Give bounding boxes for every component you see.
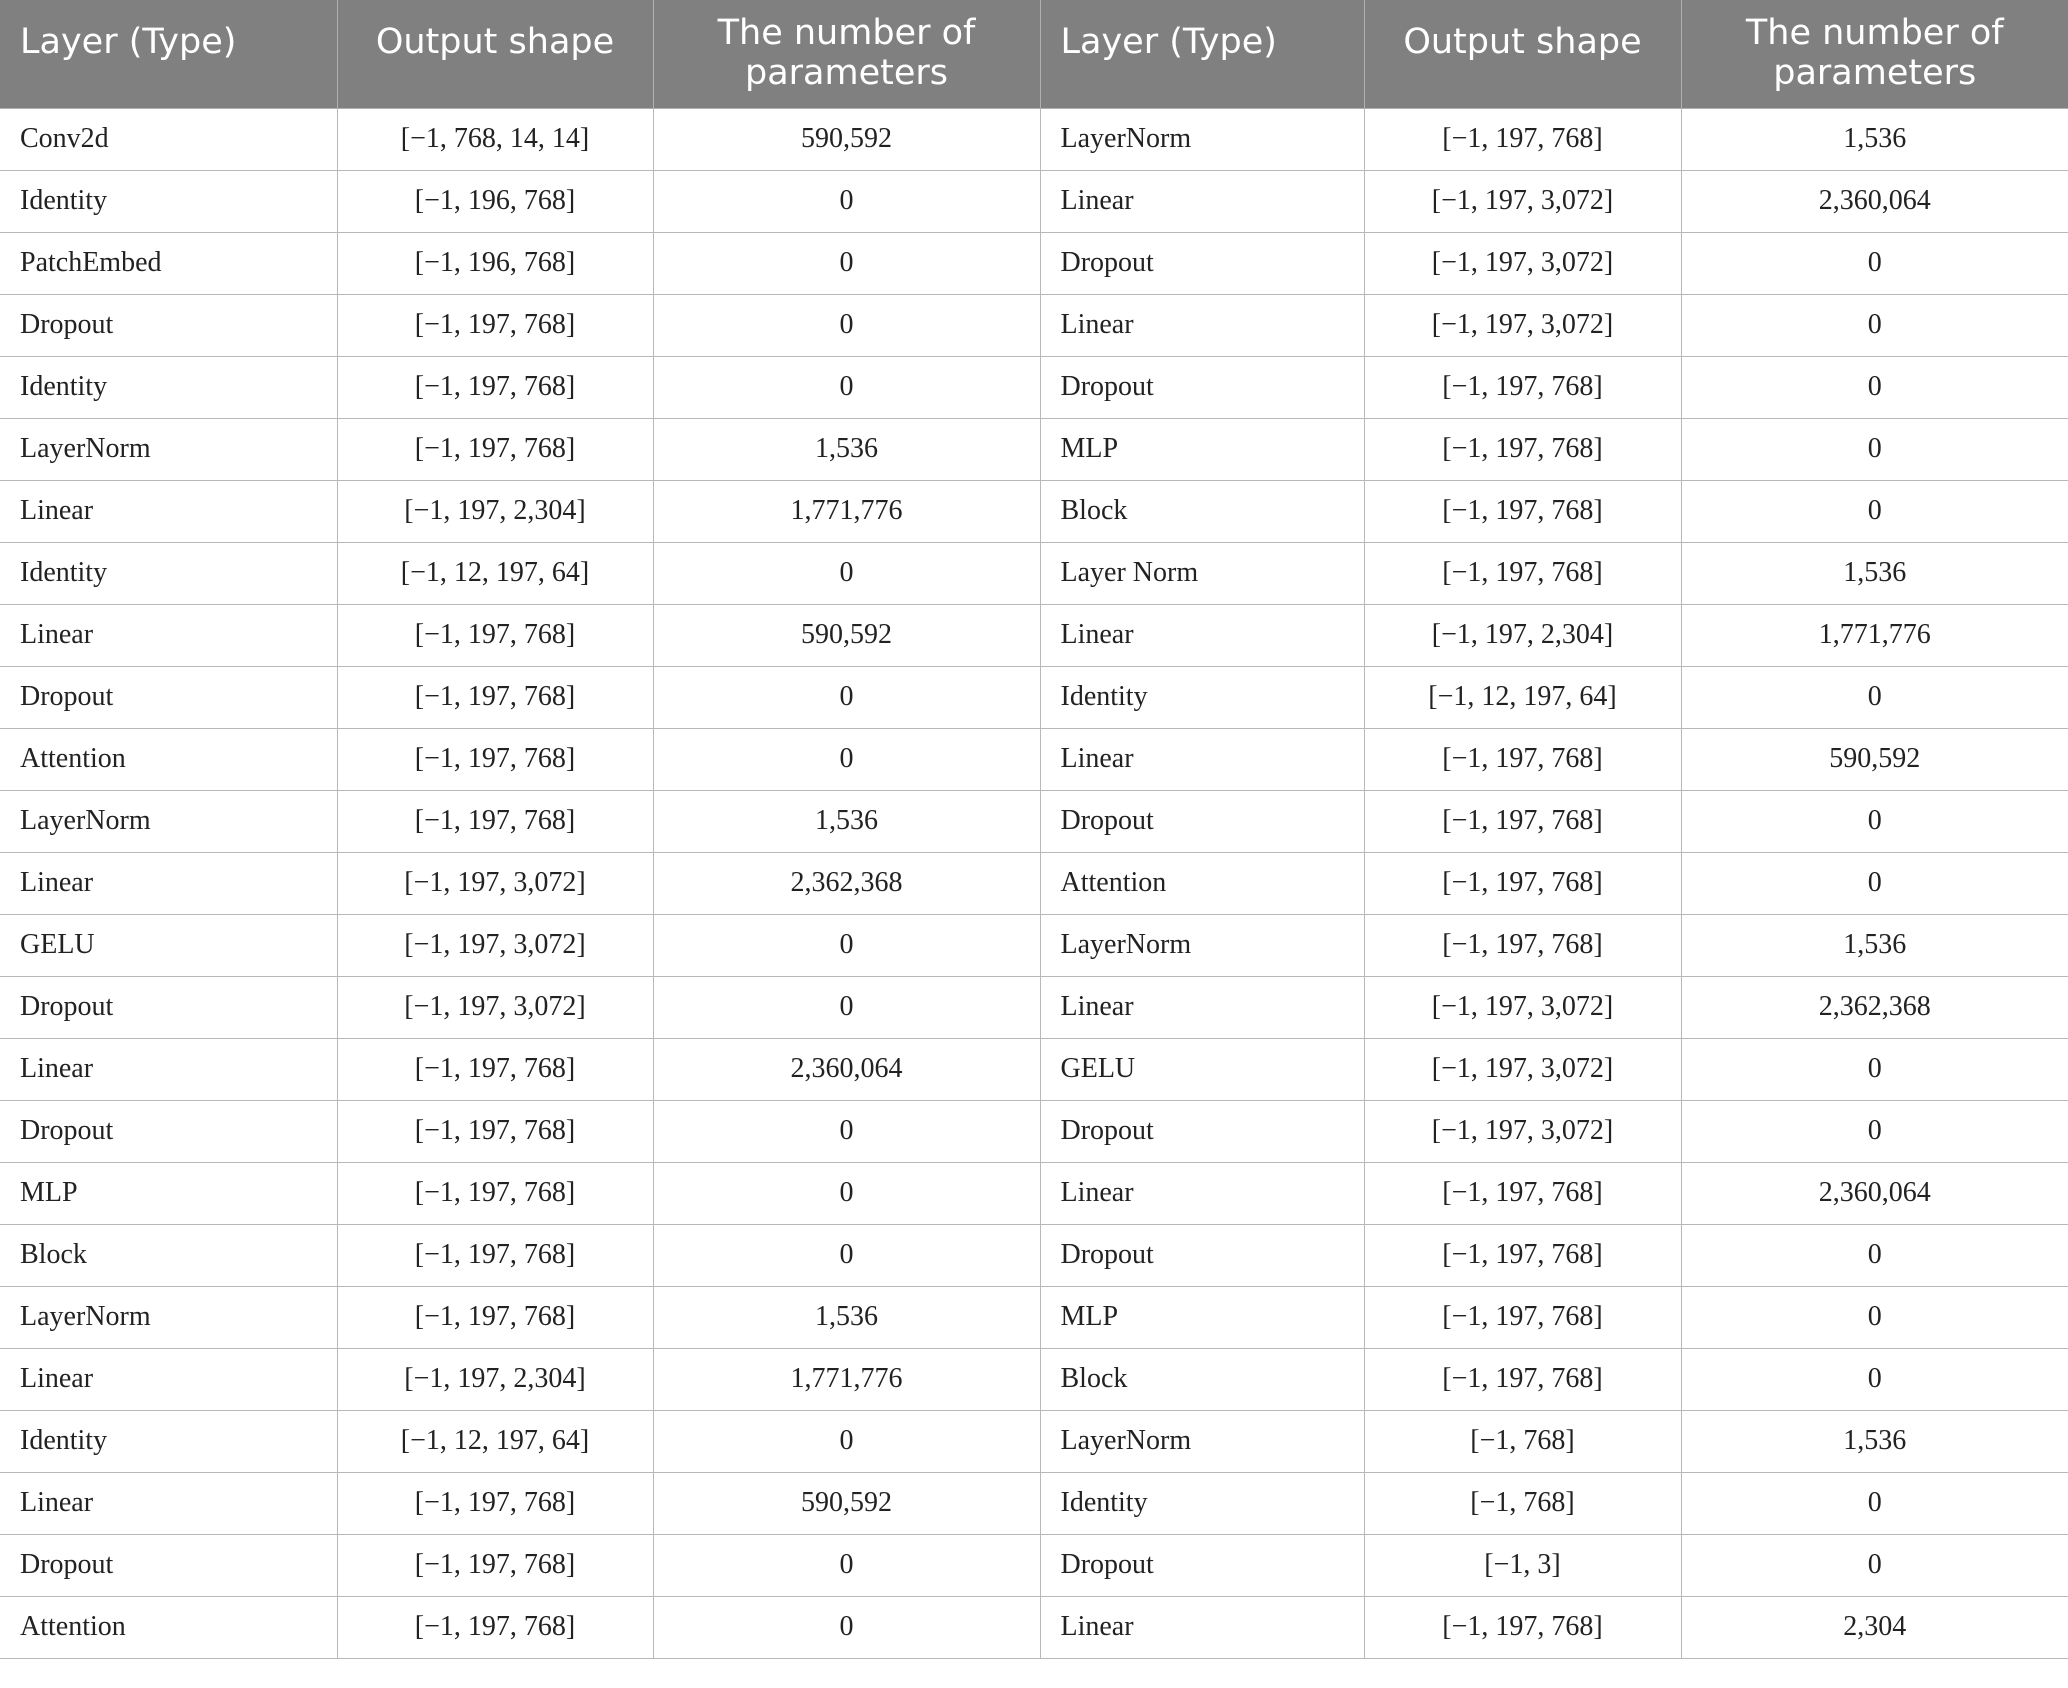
cell-output-shape: [−1, 197, 768] xyxy=(337,1472,653,1534)
cell-output-shape: [−1, 197, 768] xyxy=(337,1534,653,1596)
cell-layer-type: MLP xyxy=(1040,418,1364,480)
cell-output-shape: [−1, 197, 768] xyxy=(1364,1348,1681,1410)
cell-output-shape: [−1, 197, 768] xyxy=(337,604,653,666)
header-layer-type: Layer (Type) xyxy=(0,0,337,108)
cell-layer-type: GELU xyxy=(1040,1038,1364,1100)
table-row xyxy=(0,170,2068,232)
cell-layer-type: LayerNorm xyxy=(1040,108,1364,170)
cell-layer-type: Conv2d xyxy=(0,108,337,170)
cell-layer-type: Linear xyxy=(1040,1162,1364,1224)
cell-parameter-count: 0 xyxy=(653,232,1040,294)
cell-parameter-count: 0 xyxy=(653,170,1040,232)
cell-output-shape: [−1, 197, 768] xyxy=(337,728,653,790)
cell-layer-type: Layer Norm xyxy=(1040,542,1364,604)
cell-layer-type: Dropout xyxy=(1040,1534,1364,1596)
cell-output-shape: [−1, 197, 3,072] xyxy=(1364,1100,1681,1162)
cell-parameter-count: 0 xyxy=(653,1534,1040,1596)
cell-output-shape: [−1, 197, 2,304] xyxy=(337,1348,653,1410)
cell-parameter-count: 590,592 xyxy=(653,604,1040,666)
cell-parameter-count: 1,536 xyxy=(1681,914,2068,976)
cell-parameter-count: 0 xyxy=(653,1410,1040,1472)
table-row xyxy=(0,480,2068,542)
cell-output-shape: [−1, 197, 768] xyxy=(1364,356,1681,418)
cell-parameter-count: 2,360,064 xyxy=(1681,170,2068,232)
table-row xyxy=(0,232,2068,294)
cell-layer-type: Linear xyxy=(1040,728,1364,790)
cell-output-shape: [−1, 197, 3,072] xyxy=(1364,232,1681,294)
cell-parameter-count: 1,536 xyxy=(653,1286,1040,1348)
cell-parameter-count: 0 xyxy=(653,356,1040,418)
cell-output-shape: [−1, 197, 768] xyxy=(1364,852,1681,914)
table-row xyxy=(0,356,2068,418)
cell-parameter-count: 1,771,776 xyxy=(1681,604,2068,666)
cell-output-shape: [−1, 197, 768] xyxy=(1364,790,1681,852)
cell-layer-type: Linear xyxy=(1040,604,1364,666)
cell-parameter-count: 1,771,776 xyxy=(653,480,1040,542)
cell-output-shape: [−1, 197, 768] xyxy=(1364,480,1681,542)
table-row xyxy=(0,1224,2068,1286)
cell-output-shape: [−1, 197, 768] xyxy=(337,1038,653,1100)
cell-layer-type: Linear xyxy=(0,480,337,542)
cell-parameter-count: 1,536 xyxy=(1681,542,2068,604)
cell-layer-type: Linear xyxy=(0,1348,337,1410)
cell-layer-type: Dropout xyxy=(1040,790,1364,852)
cell-output-shape: [−1, 196, 768] xyxy=(337,170,653,232)
table-row xyxy=(0,1286,2068,1348)
cell-output-shape: [−1, 197, 3,072] xyxy=(1364,1038,1681,1100)
table-row xyxy=(0,1472,2068,1534)
table-row xyxy=(0,1534,2068,1596)
cell-layer-type: PatchEmbed xyxy=(0,232,337,294)
table-row xyxy=(0,542,2068,604)
header-row xyxy=(0,0,2068,108)
cell-layer-type: Linear xyxy=(1040,1596,1364,1658)
cell-layer-type: LayerNorm xyxy=(0,1286,337,1348)
cell-output-shape: [−1, 197, 768] xyxy=(337,1162,653,1224)
cell-parameter-count: 0 xyxy=(1681,852,2068,914)
cell-parameter-count: 0 xyxy=(1681,666,2068,728)
cell-layer-type: Linear xyxy=(0,1038,337,1100)
cell-parameter-count: 590,592 xyxy=(653,108,1040,170)
table-row xyxy=(0,294,2068,356)
cell-output-shape: [−1, 768] xyxy=(1364,1472,1681,1534)
cell-output-shape: [−1, 197, 768] xyxy=(1364,108,1681,170)
cell-output-shape: [−1, 3] xyxy=(1364,1534,1681,1596)
cell-parameter-count: 0 xyxy=(1681,1286,2068,1348)
header-number-of-parameters: The number of parameters xyxy=(653,0,1040,108)
cell-output-shape: [−1, 197, 768] xyxy=(1364,1162,1681,1224)
cell-layer-type: Identity xyxy=(1040,1472,1364,1534)
cell-output-shape: [−1, 197, 768] xyxy=(337,356,653,418)
cell-parameter-count: 0 xyxy=(1681,480,2068,542)
cell-parameter-count: 0 xyxy=(1681,790,2068,852)
cell-layer-type: Dropout xyxy=(0,976,337,1038)
cell-output-shape: [−1, 768] xyxy=(1364,1410,1681,1472)
cell-output-shape: [−1, 197, 768] xyxy=(337,418,653,480)
cell-parameter-count: 1,536 xyxy=(653,790,1040,852)
table-row xyxy=(0,1596,2068,1658)
table-row xyxy=(0,604,2068,666)
cell-layer-type: Attention xyxy=(0,728,337,790)
cell-layer-type: MLP xyxy=(1040,1286,1364,1348)
cell-layer-type: Dropout xyxy=(1040,356,1364,418)
cell-parameter-count: 0 xyxy=(1681,1224,2068,1286)
cell-output-shape: [−1, 197, 2,304] xyxy=(337,480,653,542)
cell-parameter-count: 0 xyxy=(653,294,1040,356)
table-header xyxy=(0,0,2068,108)
cell-layer-type: Linear xyxy=(0,1472,337,1534)
table-row xyxy=(0,1348,2068,1410)
cell-parameter-count: 0 xyxy=(653,542,1040,604)
cell-parameter-count: 1,536 xyxy=(1681,108,2068,170)
cell-parameter-count: 0 xyxy=(1681,1038,2068,1100)
cell-layer-type: LayerNorm xyxy=(0,418,337,480)
cell-output-shape: [−1, 197, 768] xyxy=(337,790,653,852)
cell-output-shape: [−1, 197, 768] xyxy=(1364,542,1681,604)
cell-layer-type: Dropout xyxy=(0,1100,337,1162)
cell-layer-type: LayerNorm xyxy=(1040,914,1364,976)
cell-parameter-count: 590,592 xyxy=(653,1472,1040,1534)
cell-layer-type: Dropout xyxy=(0,294,337,356)
cell-parameter-count: 0 xyxy=(1681,418,2068,480)
cell-parameter-count: 2,304 xyxy=(1681,1596,2068,1658)
cell-parameter-count: 2,362,368 xyxy=(1681,976,2068,1038)
table-row xyxy=(0,418,2068,480)
cell-layer-type: Dropout xyxy=(0,666,337,728)
cell-output-shape: [−1, 197, 2,304] xyxy=(1364,604,1681,666)
header-output-shape: Output shape xyxy=(1364,0,1681,108)
cell-output-shape: [−1, 768, 14, 14] xyxy=(337,108,653,170)
cell-layer-type: Block xyxy=(1040,480,1364,542)
cell-parameter-count: 0 xyxy=(1681,1534,2068,1596)
cell-output-shape: [−1, 197, 3,072] xyxy=(1364,170,1681,232)
header-number-of-parameters: The number of parameters xyxy=(1681,0,2068,108)
table-body xyxy=(0,108,2068,1658)
cell-layer-type: Linear xyxy=(1040,170,1364,232)
cell-layer-type: Dropout xyxy=(1040,232,1364,294)
cell-parameter-count: 0 xyxy=(1681,232,2068,294)
cell-output-shape: [−1, 12, 197, 64] xyxy=(1364,666,1681,728)
cell-parameter-count: 0 xyxy=(1681,356,2068,418)
table-row xyxy=(0,666,2068,728)
cell-output-shape: [−1, 197, 768] xyxy=(337,294,653,356)
cell-parameter-count: 0 xyxy=(653,914,1040,976)
cell-parameter-count: 1,771,776 xyxy=(653,1348,1040,1410)
cell-output-shape: [−1, 197, 768] xyxy=(1364,418,1681,480)
cell-output-shape: [−1, 197, 768] xyxy=(1364,728,1681,790)
cell-parameter-count: 0 xyxy=(653,1224,1040,1286)
cell-output-shape: [−1, 197, 3,072] xyxy=(337,976,653,1038)
cell-layer-type: Linear xyxy=(0,604,337,666)
cell-layer-type: Identity xyxy=(0,356,337,418)
cell-layer-type: Identity xyxy=(0,170,337,232)
table-row xyxy=(0,852,2068,914)
cell-layer-type: Attention xyxy=(1040,852,1364,914)
table-row xyxy=(0,976,2068,1038)
cell-output-shape: [−1, 196, 768] xyxy=(337,232,653,294)
cell-parameter-count: 0 xyxy=(653,1162,1040,1224)
cell-parameter-count: 0 xyxy=(653,728,1040,790)
cell-layer-type: LayerNorm xyxy=(0,790,337,852)
cell-parameter-count: 0 xyxy=(653,666,1040,728)
cell-layer-type: Linear xyxy=(1040,976,1364,1038)
cell-layer-type: Identity xyxy=(0,1410,337,1472)
cell-output-shape: [−1, 197, 3,072] xyxy=(337,852,653,914)
table-row xyxy=(0,1410,2068,1472)
cell-parameter-count: 0 xyxy=(1681,294,2068,356)
cell-layer-type: Dropout xyxy=(1040,1100,1364,1162)
cell-layer-type: LayerNorm xyxy=(1040,1410,1364,1472)
cell-output-shape: [−1, 197, 768] xyxy=(1364,914,1681,976)
cell-output-shape: [−1, 12, 197, 64] xyxy=(337,542,653,604)
cell-output-shape: [−1, 197, 768] xyxy=(337,1224,653,1286)
cell-output-shape: [−1, 197, 768] xyxy=(337,1286,653,1348)
cell-parameter-count: 590,592 xyxy=(1681,728,2068,790)
cell-output-shape: [−1, 197, 3,072] xyxy=(1364,294,1681,356)
cell-layer-type: MLP xyxy=(0,1162,337,1224)
cell-parameter-count: 0 xyxy=(653,976,1040,1038)
cell-layer-type: Block xyxy=(1040,1348,1364,1410)
cell-layer-type: Linear xyxy=(1040,294,1364,356)
cell-parameter-count: 1,536 xyxy=(653,418,1040,480)
table-row xyxy=(0,914,2068,976)
cell-output-shape: [−1, 197, 768] xyxy=(337,1100,653,1162)
header-output-shape: Output shape xyxy=(337,0,653,108)
cell-layer-type: GELU xyxy=(0,914,337,976)
cell-output-shape: [−1, 197, 3,072] xyxy=(337,914,653,976)
cell-parameter-count: 0 xyxy=(653,1100,1040,1162)
cell-output-shape: [−1, 197, 768] xyxy=(337,1596,653,1658)
cell-output-shape: [−1, 12, 197, 64] xyxy=(337,1410,653,1472)
cell-layer-type: Linear xyxy=(0,852,337,914)
table-row xyxy=(0,1162,2068,1224)
cell-output-shape: [−1, 197, 3,072] xyxy=(1364,976,1681,1038)
cell-layer-type: Dropout xyxy=(1040,1224,1364,1286)
cell-parameter-count: 1,536 xyxy=(1681,1410,2068,1472)
cell-output-shape: [−1, 197, 768] xyxy=(1364,1286,1681,1348)
cell-parameter-count: 0 xyxy=(1681,1472,2068,1534)
table-row xyxy=(0,728,2068,790)
cell-parameter-count: 0 xyxy=(653,1596,1040,1658)
cell-layer-type: Attention xyxy=(0,1596,337,1658)
cell-output-shape: [−1, 197, 768] xyxy=(1364,1224,1681,1286)
cell-parameter-count: 2,360,064 xyxy=(1681,1162,2068,1224)
cell-parameter-count: 2,360,064 xyxy=(653,1038,1040,1100)
cell-layer-type: Dropout xyxy=(0,1534,337,1596)
table-row xyxy=(0,1100,2068,1162)
cell-output-shape: [−1, 197, 768] xyxy=(337,666,653,728)
cell-layer-type: Identity xyxy=(0,542,337,604)
header-layer-type: Layer (Type) xyxy=(1040,0,1364,108)
table-row xyxy=(0,108,2068,170)
cell-layer-type: Block xyxy=(0,1224,337,1286)
table-row xyxy=(0,790,2068,852)
table-row xyxy=(0,1038,2068,1100)
cell-parameter-count: 0 xyxy=(1681,1348,2068,1410)
cell-layer-type: Identity xyxy=(1040,666,1364,728)
cell-output-shape: [−1, 197, 768] xyxy=(1364,1596,1681,1658)
cell-parameter-count: 0 xyxy=(1681,1100,2068,1162)
cell-parameter-count: 2,362,368 xyxy=(653,852,1040,914)
